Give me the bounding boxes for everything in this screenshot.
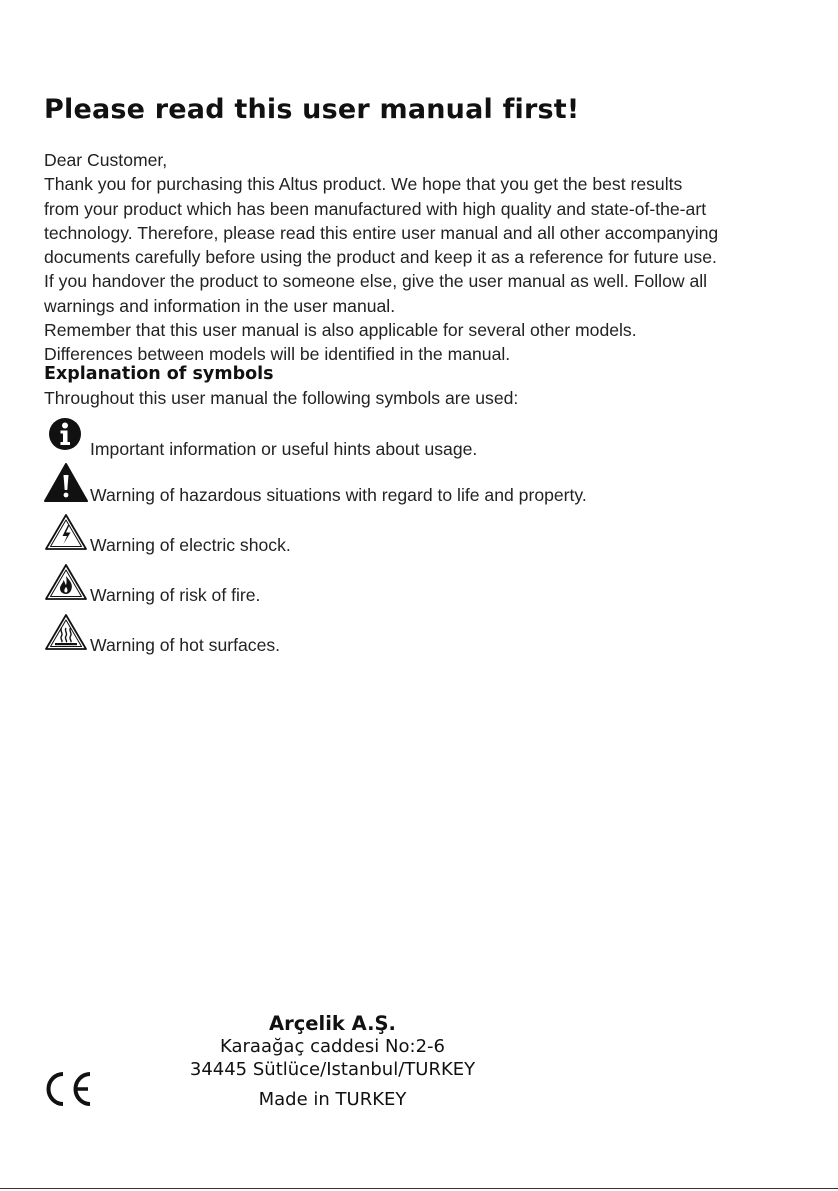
page-bottom-rule	[0, 1188, 838, 1189]
electric-shock-icon	[44, 512, 88, 552]
symbol-description: Warning of hot surfaces.	[90, 635, 281, 655]
intro-line: warnings and information in the user manual.	[44, 295, 396, 316]
made-in-label: Made in TURKEY	[258, 1089, 407, 1110]
intro-line: Differences between models will be identified in the manual.	[44, 344, 511, 365]
intro-text	[44, 148, 804, 367]
symbol-item-hazard	[44, 462, 804, 508]
greeting-line: Dear Customer,	[44, 150, 168, 170]
info-icon	[44, 416, 88, 456]
fire-risk-icon	[44, 562, 88, 602]
ce-mark-icon	[42, 1070, 94, 1108]
symbol-description: Warning of risk of fire.	[90, 585, 261, 605]
page-title: Please read this user manual first!	[44, 94, 580, 125]
symbol-item-fire	[44, 562, 804, 608]
hot-surface-icon	[44, 612, 88, 652]
intro-line: documents carefully before using the product and keep it as a reference for future use.	[44, 247, 717, 268]
company-name: Arçelik A.Ş.	[269, 1012, 396, 1035]
symbol-item-hot-surface	[44, 612, 804, 658]
intro-line: Remember that this user manual is also applicable for several other models.	[44, 320, 637, 341]
symbols-heading: Explanation of symbols	[44, 364, 274, 384]
symbol-description: Warning of hazardous situations with regard to life and property.	[90, 485, 587, 505]
intro-line: from your product which has been manufactured with high quality and state-of-the-art	[44, 198, 707, 219]
address-street: Karaağaç caddesi No:2-6	[220, 1036, 445, 1057]
intro-line: technology. Therefore, please read this entire user manual and all other accompanying	[44, 222, 719, 243]
hazard-warning-icon	[44, 462, 88, 502]
address-city: 34445 Sütlüce/Istanbul/TURKEY	[189, 1059, 476, 1080]
symbol-description: Important information or useful hints about usage.	[90, 439, 478, 459]
intro-line: If you handover the product to someone else, give the user manual as well. Follow all	[44, 271, 708, 292]
intro-line: Thank you for purchasing this Altus product. We hope that you get the best results	[44, 174, 683, 195]
symbol-item-info	[44, 416, 804, 462]
symbol-description: Warning of electric shock.	[90, 535, 291, 555]
symbol-item-electric	[44, 512, 804, 558]
manufacturer-address	[160, 1012, 505, 1111]
symbols-intro: Throughout this user manual the following symbols are used:	[44, 388, 519, 408]
